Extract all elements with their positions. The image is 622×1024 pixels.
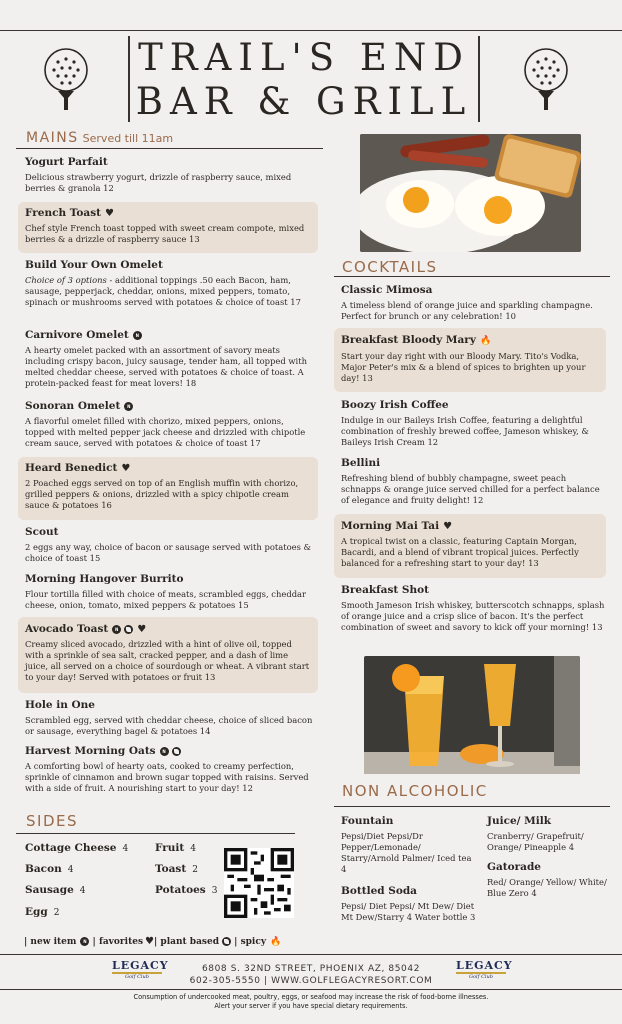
heart-icon: ♥ xyxy=(443,521,453,532)
non-alcoholic-heading: NON ALCOHOLIC xyxy=(342,782,488,800)
item-desc: Pepsi/Diet Pepsi/Dr Pepper/Lemonade/ Starry/Arnold Palmer/ Iced tea 4 xyxy=(341,831,472,874)
footer-disclaimer xyxy=(0,993,622,1011)
item-desc: Creamy sliced avocado, drizzled with a hint of olive oil, topped with a sprinkle of sea salt, cracked pepper, and a dash of lime juice, all served on a choice of sourdough or wheat. A vibrant start to your day! Served with potatoes or fruit 13 xyxy=(25,639,310,682)
page-title xyxy=(128,36,480,122)
side-price: 4 xyxy=(67,865,74,875)
menu-item xyxy=(25,573,315,611)
side-name: Bacon xyxy=(25,863,62,875)
item-desc: Refreshing blend of bubbly champagne, sweet peach schnapps & orange juice served chilled for a perfect balance of elegance and fruity delight! 12 xyxy=(341,473,600,505)
side-name: Fruit xyxy=(155,842,185,854)
menu-item xyxy=(25,156,315,194)
menu-item xyxy=(487,815,612,853)
item-desc: Indulge in our Baileys Irish Coffee, featuring a delightful combination of freshly brewed coffee, Jameson whiskey, & Baileys Irish Cream 12 xyxy=(341,415,589,447)
leaf-icon xyxy=(124,625,133,634)
item-name: Harvest Morning Oats xyxy=(25,745,156,757)
item-desc: A hearty omelet packed with an assortment of savory meats including crispy bacon, juicy sausage, tender ham, all topped with melted cheddar cheese, served with potatoes & choice of toast. A protein-packed feast for meat lovers! 18 xyxy=(25,345,307,388)
logo-subtext: Golf Club xyxy=(125,974,149,980)
item-name: Scout xyxy=(25,526,59,538)
menu-item xyxy=(341,815,476,875)
legend-separator: | xyxy=(153,937,158,947)
cocktails-heading: COCKTAILS xyxy=(342,258,438,276)
side-item xyxy=(25,884,86,896)
menu-item xyxy=(341,584,605,633)
menu-item xyxy=(25,699,315,737)
item-desc: 2 eggs any way, choice of bacon or sausage served with potatoes & choice of toast 15 xyxy=(25,542,312,563)
item-name: Boozy Irish Coffee xyxy=(341,399,449,411)
side-price: 2 xyxy=(192,865,198,875)
heart-icon: ♥ xyxy=(121,463,131,474)
side-item xyxy=(25,906,59,918)
side-item xyxy=(155,863,198,875)
mimosa-photo xyxy=(364,656,580,774)
qr-code[interactable] xyxy=(224,848,294,918)
side-name: Potatoes xyxy=(155,884,206,896)
item-name: Build Your Own Omelet xyxy=(25,259,163,271)
item-desc: A flavorful omelet filled with chorizo, mixed peppers, onions, topped with melted pepper jack cheese and drizzled with chipotle cream sauce, served with potatoes & choice of toast 17 xyxy=(25,416,306,448)
legacy-logo xyxy=(456,959,513,988)
item-desc: A timeless blend of orange juice and sparkling champagne. Perfect for brunch or any celebration! 10 xyxy=(341,300,593,321)
item-desc: - additional toppings .50 each Bacon, ham, sausage, pepperjack, cheddar, onions, mixed peppers, tomato, spinach or mushrooms served with potatoes & choice of toast 17 xyxy=(25,275,301,307)
item-desc-italic: Choice of 3 options xyxy=(25,275,107,285)
item-desc: A tropical twist on a classic, featuring Captain Morgan, Bacardi, and a blend of vibrant tropical juices. Perfectly balanced for a refreshing start to your day! 13 xyxy=(341,536,579,568)
menu-item-highlight xyxy=(334,328,606,392)
menu-item xyxy=(341,399,605,448)
non-alcoholic-rule xyxy=(334,806,610,807)
logo-text: LEGACY xyxy=(456,959,513,972)
new-badge-icon: N xyxy=(133,331,142,340)
mains-rule xyxy=(16,148,323,149)
side-price: 2 xyxy=(53,908,60,918)
item-desc: Red/ Orange/ Yellow/ White/ Blue Zero 4 xyxy=(487,877,607,898)
side-name: Egg xyxy=(25,906,48,918)
footer-rule-2 xyxy=(0,989,622,990)
cocktails-rule xyxy=(334,276,610,277)
item-name: Morning Hangover Burrito xyxy=(25,573,184,585)
item-desc: A comforting bowl of hearty oats, cooked to creamy perfection, sprinkle of cinnamon and brown sugar topped with raisins. Served with a side of fruit. A nourishing start to your day! 12 xyxy=(25,761,309,793)
side-item xyxy=(155,884,217,896)
logo-text: LEGACY xyxy=(112,959,169,972)
item-name: Heard Benedict xyxy=(25,462,118,474)
side-name: Sausage xyxy=(25,884,74,896)
item-name: Gatorade xyxy=(487,861,541,873)
side-name: Cottage Cheese xyxy=(25,842,117,854)
footer-rule xyxy=(0,954,622,955)
legacy-logo xyxy=(112,959,169,988)
menu-item xyxy=(25,400,315,449)
menu-item xyxy=(341,457,605,506)
menu-item xyxy=(25,526,315,564)
footer-address-block xyxy=(170,963,452,987)
item-name: Yogurt Parfait xyxy=(25,156,108,168)
item-name: Carnivore Omelet xyxy=(25,329,129,341)
top-rule xyxy=(0,30,622,31)
menu-item-highlight xyxy=(18,202,318,253)
golf-ball-icon xyxy=(40,46,92,114)
legend-spicy: spicy xyxy=(240,937,267,947)
item-name: Avocado Toast xyxy=(25,623,109,635)
disclaimer-line-2: Alert your server if you have special dietary requirements. xyxy=(214,1002,408,1010)
item-name: Bottled Soda xyxy=(341,885,417,897)
footer-address: 6808 S. 32ND STREET, PHOENIX AZ, 85042 xyxy=(201,964,421,974)
leaf-icon xyxy=(172,747,181,756)
item-name: Classic Mimosa xyxy=(341,284,433,296)
mains-heading-text: MAINS xyxy=(26,130,79,146)
menu-item xyxy=(341,885,476,923)
legend-separator: | xyxy=(234,937,238,947)
breakfast-photo xyxy=(360,134,581,252)
item-desc: Scrambled egg, served with cheddar cheese, choice of sliced bacon or sausage, everything bagel & potatoes 14 xyxy=(25,715,313,736)
mains-subheading: Served till 11am xyxy=(82,132,174,145)
legend-plant: plant based xyxy=(160,937,219,947)
item-desc: Delicious strawberry yogurt, drizzle of raspberry sauce, mixed berries & granola 12 xyxy=(25,172,292,193)
item-name: Bellini xyxy=(341,457,381,469)
leaf-icon xyxy=(222,937,231,946)
item-desc: 2 Poached eggs served on top of an English muffin with chorizo, grilled peppers & onions, drizzled with a spicy chipotle cream sauce & potatoes 16 xyxy=(25,478,299,510)
item-name: Sonoran Omelet xyxy=(25,400,121,412)
item-name: Breakfast Shot xyxy=(341,584,429,596)
side-item xyxy=(155,842,196,854)
menu-item-highlight xyxy=(18,617,318,693)
new-badge-icon: N xyxy=(112,625,121,634)
new-badge-icon: N xyxy=(124,402,133,411)
logo-subtext: Golf Club xyxy=(469,974,493,980)
side-price: 3 xyxy=(211,886,218,896)
side-item xyxy=(25,842,128,854)
menu-item xyxy=(341,284,605,322)
title-line-2: BAR & GRILL xyxy=(135,80,473,123)
new-badge-icon: N xyxy=(160,747,169,756)
heart-icon: ♥ xyxy=(104,208,114,219)
item-desc: Smooth Jameson Irish whiskey, butterscotch schnapps, splash of orange juice and a crisp slice of bacon. It's the perfect combination of sweet and savory to kick off your morning! 13 xyxy=(341,600,605,632)
legend-separator: | xyxy=(24,937,28,947)
item-name: Hole in One xyxy=(25,699,95,711)
item-desc: Pepsi/ Diet Pepsi/ Mt Dew/ Diet Mt Dew/Starry 4 Water bottle 3 xyxy=(341,901,476,922)
heart-icon: ♥ xyxy=(145,936,154,947)
sides-heading: SIDES xyxy=(26,812,78,830)
menu-item xyxy=(25,745,317,794)
footer-contact[interactable]: 602-305-5550 | WWW.GOLFLEGACYRESORT.COM xyxy=(189,976,433,986)
disclaimer-line-1: Consumption of undercooked meat, poultry, eggs, or seafood may increase the risk of food-borne illnesses. xyxy=(133,993,489,1001)
legend-fav: favorites xyxy=(98,937,144,947)
item-name: Fountain xyxy=(341,815,394,827)
legend xyxy=(24,936,281,947)
legend-new: new item xyxy=(30,937,77,947)
side-item xyxy=(25,863,73,875)
heart-icon: ♥ xyxy=(137,624,147,635)
menu-item-highlight xyxy=(334,514,606,578)
menu-item xyxy=(25,259,315,308)
item-desc: Chef style French toast topped with sweet cream compote, mixed berries & a drizzle of raspberry sauce 13 xyxy=(25,223,305,244)
item-name: French Toast xyxy=(25,207,101,219)
menu-item-highlight xyxy=(18,457,318,520)
item-desc: Start your day right with our Bloody Mary. Tito's Vodka, Major Peter's mix & a blend of spices to brighten up your day! 13 xyxy=(341,351,586,383)
title-line-1: TRAIL'S END xyxy=(138,36,470,79)
flame-icon: 🔥 xyxy=(270,937,282,947)
flame-icon: 🔥 xyxy=(479,336,492,346)
item-desc: Flour tortilla filled with choice of meats, scrambled eggs, cheddar cheese, onion, tomato, mixed peppers & potatoes 15 xyxy=(25,589,307,610)
golf-ball-icon xyxy=(520,46,572,114)
item-desc: Cranberry/ Grapefruit/ Orange/ Pineapple 4 xyxy=(487,831,584,852)
legend-separator: | xyxy=(92,937,96,947)
item-name: Juice/ Milk xyxy=(487,815,552,827)
side-price: 4 xyxy=(190,844,197,854)
menu-item xyxy=(487,861,612,899)
mains-heading xyxy=(26,130,173,146)
item-name: Morning Mai Tai xyxy=(341,520,440,532)
new-badge-icon: N xyxy=(80,937,89,946)
side-price: 4 xyxy=(122,844,129,854)
item-name: Breakfast Bloody Mary xyxy=(341,334,476,346)
menu-item xyxy=(25,329,315,389)
side-price: 4 xyxy=(79,886,86,896)
sides-rule xyxy=(16,833,295,834)
side-name: Toast xyxy=(155,863,187,875)
